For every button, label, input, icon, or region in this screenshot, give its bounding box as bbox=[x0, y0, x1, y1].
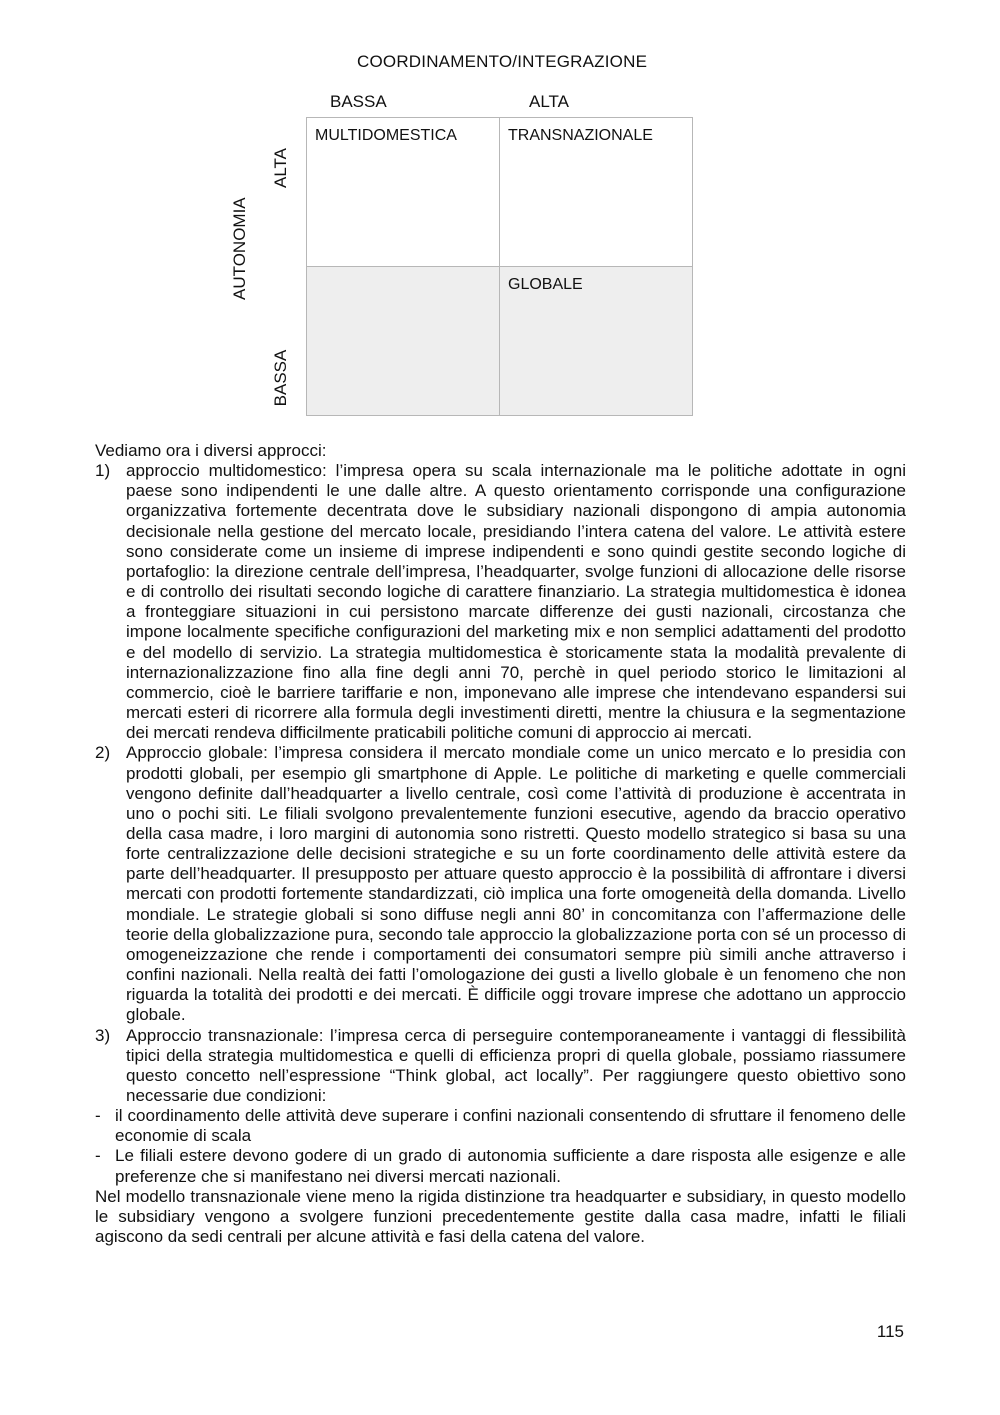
item-number: 2) bbox=[95, 743, 111, 763]
cell-empty bbox=[307, 267, 500, 415]
bullet-text: il coordinamento delle attività deve superare i confini nazionali consentendo di sfruttare il fenomeno delle economie di scala bbox=[115, 1106, 906, 1146]
cell-transnational: TRANSNAZIONALE bbox=[500, 118, 692, 267]
bullet-text: Le filiali estere devono godere di un grado di autonomia sufficiente a dare risposta alle esigenze e alle preferenze che si manifestano nei diversi mercati nazionali. bbox=[115, 1146, 906, 1186]
closing-paragraph: Nel modello transnazionale viene meno la rigida distinzione tra headquarter e subsidiary, in questo modello le subsidiary vengono a svolgere funzioni precedentemente gestite dalla casa madre, infatti le filiali agiscono da sedi centrali per alcune attività e fasi della catena del valore. bbox=[95, 1186, 906, 1247]
column-label-high: ALTA bbox=[529, 92, 569, 111]
list-item bbox=[95, 461, 906, 743]
side-axis-label: AUTONOMIA bbox=[230, 197, 249, 300]
intro-paragraph: Vediamo ora i diversi approcci: bbox=[95, 441, 327, 460]
row-label-low: BASSA bbox=[271, 349, 290, 407]
column-label-low: BASSA bbox=[330, 92, 387, 111]
body-text bbox=[95, 441, 906, 1247]
item-text: Approccio globale: l’impresa considera il mercato mondiale come un unico mercato e lo presidia con prodotti globali, per esempio gli smartphone di Apple. Le politiche di marketing e quelle commerciali vengono definite dall’headquarter a livello centrale, così come l’attività di produzione è accentrata in uno o pochi siti. Le filiali svolgono prevalentemente funzioni esecutive, agendo da braccio operativo della casa madre, i loro margini di autonomia sono ristretti. Questo modello strategico si basa su una forte centralizzazione delle decisioni strategiche e su un forte coordinamento delle attività estere da parte dell’headquarter. Il presupposto per attuare questo approccio è la possibilità di affrontare i diversi mercati con prodotti fortemente standardizzati, ciò implica una forte omogeneità della domanda. Livello mondiale. Le strategie globali si sono diffuse negli anni 80’ in concomitanza con l’affermazione delle teorie della globalizzazione pura, secondo tale approccio la globalizzazione porta con sé un processo di omogeneizzazione che rende i comportamenti dei consumatori sempre più simili anche attraverso i confini nazionali. Nella realtà dei fatti l’omologazione dei gusti a livello globale è un fenomeno che non riguarda la totalità dei prodotti e dei mercati. È difficile oggi trovare imprese che adottano un approccio globale. bbox=[126, 743, 906, 1025]
bullet-item bbox=[95, 1106, 906, 1146]
item-number: 3) bbox=[95, 1025, 111, 1045]
item-text: approccio multidomestico: l’impresa opera su scala internazionale ma le politiche adottate in ogni paese sono indipendenti le une dalle altre. A questo orientamento corrisponde una configurazione organizzativa fortemente decentrata dove le subsidiary nazionali dispongono di ampia autonomia decisionale nella gestione del mercato locale, presidiando l’intera catena del valore. Le attività estere sono considerate come un insieme di imprese indipendenti e sono quindi gestite secondo logiche di portafoglio: la direzione centrale dell’impresa, l’headquarter, svolge funzioni di allocazione delle risorse e di controllo dei risultati secondo logiche di carattere finanziario. La strategia multidomestica è idonea a fronteggiare situazioni in cui persistono marcate differenze dei gusti nazionali, circostanza che impone localmente specifiche configurazioni del marketing mix e non semplici adattamenti del prodotto e del modello di servizio. La strategia multidomestica è storicamente stata la modalità prevalente di internazionalizzazione fino alla fine degli anni 70, perchè in quel periodo storico le limitazioni al commercio, cioè le barriere tariffarie e non, imponevano alle imprese che intendevano espandersi sui mercati esteri di ricorrere alla formula degli investimenti diretti, mentre la chiusura e la segmentazione dei mercati rendeva difficilmente praticabili politiche comuni di approccio ai mercati. bbox=[126, 461, 906, 743]
cell-global: GLOBALE bbox=[500, 267, 692, 415]
list-item bbox=[95, 743, 906, 1025]
cell-multidomestic: MULTIDOMESTICA bbox=[307, 118, 500, 267]
bullet-marker: - bbox=[95, 1106, 101, 1126]
list-item bbox=[95, 1026, 906, 1107]
bullet-item bbox=[95, 1146, 906, 1186]
bullet-marker: - bbox=[95, 1146, 101, 1166]
item-number: 1) bbox=[95, 461, 111, 481]
item-text: Approccio transnazionale: l’impresa cerca di perseguire contemporaneamente i vantaggi di flessibilità tipici della strategia multidomestica e quelli di efficienza propri di quella globale, possiamo riassumere questo concetto nell’espressione “Think global, act locally”. Per raggiungere questo obiettivo sono necessarie due condizioni: bbox=[126, 1025, 906, 1105]
strategy-matrix bbox=[306, 117, 693, 416]
page-number: 115 bbox=[876, 1322, 904, 1341]
row-label-high: ALTA bbox=[271, 148, 290, 188]
diagram-title: COORDINAMENTO/INTEGRAZIONE bbox=[357, 52, 648, 71]
